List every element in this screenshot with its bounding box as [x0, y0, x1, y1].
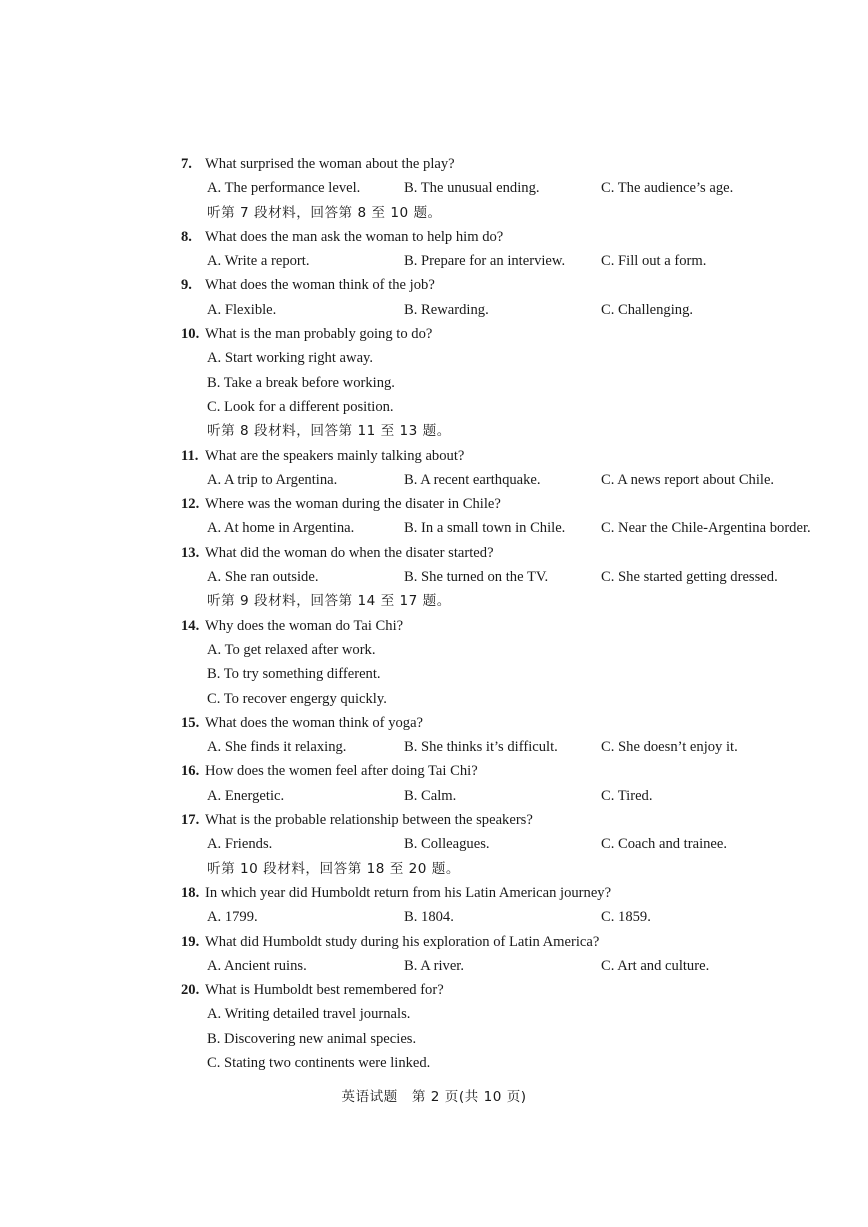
- question-number: 16.: [181, 763, 200, 780]
- option-c: C. Art and culture.: [601, 957, 710, 974]
- option-b: B. Prepare for an interview.: [404, 253, 566, 270]
- question-stem: [181, 808, 821, 832]
- option-a: A. 1799.: [207, 909, 258, 926]
- question-text: What is the probable relationship between the speakers?: [205, 812, 533, 829]
- question-number: 9.: [181, 277, 192, 294]
- question-text: What does the man ask the woman to help him do?: [205, 228, 504, 245]
- question-number: 20.: [181, 982, 200, 999]
- question-number: 8.: [181, 228, 192, 245]
- options-row: [181, 954, 821, 978]
- option-c: C. Look for a different position.: [207, 398, 394, 415]
- question-stem: [181, 759, 821, 783]
- option-c: C. 1859.: [601, 909, 651, 926]
- option-a: A. The performance level.: [207, 180, 361, 197]
- option-b: B. She thinks it’s difficult.: [404, 739, 558, 756]
- question-stem: [181, 322, 821, 346]
- option-c: C. Fill out a form.: [601, 253, 707, 270]
- option-c: C. Challenging.: [601, 301, 694, 318]
- question-stem: [181, 444, 821, 468]
- option-c: C. The audience’s age.: [601, 180, 734, 197]
- question-number: 13.: [181, 544, 200, 561]
- question-text: What does the woman think of the job?: [205, 277, 435, 294]
- question-text: What are the speakers mainly talking about?: [205, 447, 465, 464]
- option-b: B. To try something different.: [207, 666, 381, 683]
- option-a: A. Friends.: [207, 836, 273, 853]
- question-text: Where was the woman during the disater in Chile?: [205, 496, 501, 513]
- option-a: A. She ran outside.: [207, 569, 319, 586]
- question-number: 17.: [181, 812, 200, 829]
- option-b: B. Colleagues.: [404, 836, 490, 853]
- question-stem: [181, 930, 821, 954]
- options-row: [181, 735, 821, 759]
- option-c: C. Tired.: [601, 787, 653, 804]
- option-c: C. She started getting dressed.: [601, 569, 778, 586]
- question-text: How does the women feel after doing Tai Chi?: [205, 763, 478, 780]
- option-a: A. Writing detailed travel journals.: [207, 1006, 411, 1023]
- question-stem: [181, 152, 821, 176]
- question-stem: [181, 225, 821, 249]
- option-c: C. A news report about Chile.: [601, 471, 775, 488]
- options-row: [181, 905, 821, 929]
- section-instruction: 听第 8 段材料，回答第 11 至 13 题。: [207, 423, 451, 440]
- questions-list: [181, 152, 821, 1075]
- options-row: [181, 1051, 821, 1075]
- question-stem: [181, 978, 821, 1002]
- option-c: C. To recover engergy quickly.: [207, 690, 387, 707]
- option-b: B. In a small town in Chile.: [404, 520, 566, 537]
- question-number: 15.: [181, 714, 200, 731]
- options-row: [181, 784, 821, 808]
- option-b: B. A recent earthquake.: [404, 471, 541, 488]
- option-b: B. A river.: [404, 957, 464, 974]
- option-b: B. The unusual ending.: [404, 180, 540, 197]
- option-b: B. She turned on the TV.: [404, 569, 549, 586]
- option-b: B. Rewarding.: [404, 301, 489, 318]
- option-c: C. Stating two continents were linked.: [207, 1054, 431, 1071]
- question-stem: [181, 492, 821, 516]
- option-a: A. Write a report.: [207, 253, 310, 270]
- options-row: [181, 468, 821, 492]
- option-b: B. Calm.: [404, 787, 457, 804]
- options-row: [181, 346, 821, 370]
- options-row: [181, 687, 821, 711]
- question-number: 14.: [181, 617, 200, 634]
- options-row: [181, 176, 821, 200]
- option-a: A. Ancient ruins.: [207, 957, 307, 974]
- option-c: C. Near the Chile-Argentina border.: [601, 520, 811, 537]
- section-instruction: 听第 9 段材料，回答第 14 至 17 题。: [207, 593, 451, 610]
- question-number: 18.: [181, 884, 200, 901]
- question-text: What does the woman think of yoga?: [205, 714, 424, 731]
- options-row: [181, 1027, 821, 1051]
- options-row: [181, 1002, 821, 1026]
- option-b: B. Discovering new animal species.: [207, 1030, 417, 1047]
- question-text: What is the man probably going to do?: [205, 326, 433, 343]
- option-c: C. Coach and trainee.: [601, 836, 728, 853]
- option-c: C. She doesn’t enjoy it.: [601, 739, 738, 756]
- question-text: What is Humboldt best remembered for?: [205, 982, 444, 999]
- section-instruction: 听第 10 段材料，回答第 18 至 20 题。: [207, 860, 460, 877]
- options-row: [181, 371, 821, 395]
- option-a: A. At home in Argentina.: [207, 520, 355, 537]
- question-text: What surprised the woman about the play?: [205, 156, 455, 172]
- option-a: A. To get relaxed after work.: [207, 641, 376, 658]
- section-instruction: 听第 7 段材料，回答第 8 至 10 题。: [207, 204, 442, 221]
- options-row: [181, 249, 821, 273]
- option-b: B. 1804.: [404, 909, 454, 926]
- question-stem: [181, 881, 821, 905]
- question-stem: [181, 711, 821, 735]
- question-number: 7.: [181, 156, 192, 172]
- options-row: [181, 516, 821, 540]
- option-a: A. A trip to Argentina.: [207, 471, 338, 488]
- options-row: [181, 662, 821, 686]
- question-stem: [181, 614, 821, 638]
- question-text: What did the woman do when the disater started?: [205, 544, 494, 561]
- options-row: [181, 638, 821, 662]
- options-row: [181, 395, 821, 419]
- question-text: Why does the woman do Tai Chi?: [205, 617, 404, 634]
- option-a: A. Energetic.: [207, 787, 285, 804]
- question-number: 11.: [181, 447, 199, 464]
- options-row: [181, 565, 821, 589]
- option-b: B. Take a break before working.: [207, 374, 395, 391]
- option-a: A. Start working right away.: [207, 350, 374, 367]
- question-number: 19.: [181, 933, 200, 950]
- page-footer: 英语试题 第 2 页(共 10 页): [341, 1089, 527, 1105]
- option-a: A. She finds it relaxing.: [207, 739, 347, 756]
- question-text: In which year did Humboldt return from his Latin American journey?: [205, 884, 612, 901]
- question-number: 12.: [181, 496, 200, 513]
- options-row: [181, 832, 821, 856]
- question-text: What did Humboldt study during his exploration of Latin America?: [205, 933, 600, 950]
- question-number: 10.: [181, 326, 200, 343]
- options-row: [181, 298, 821, 322]
- option-a: A. Flexible.: [207, 301, 277, 318]
- question-stem: [181, 273, 821, 297]
- question-stem: [181, 541, 821, 565]
